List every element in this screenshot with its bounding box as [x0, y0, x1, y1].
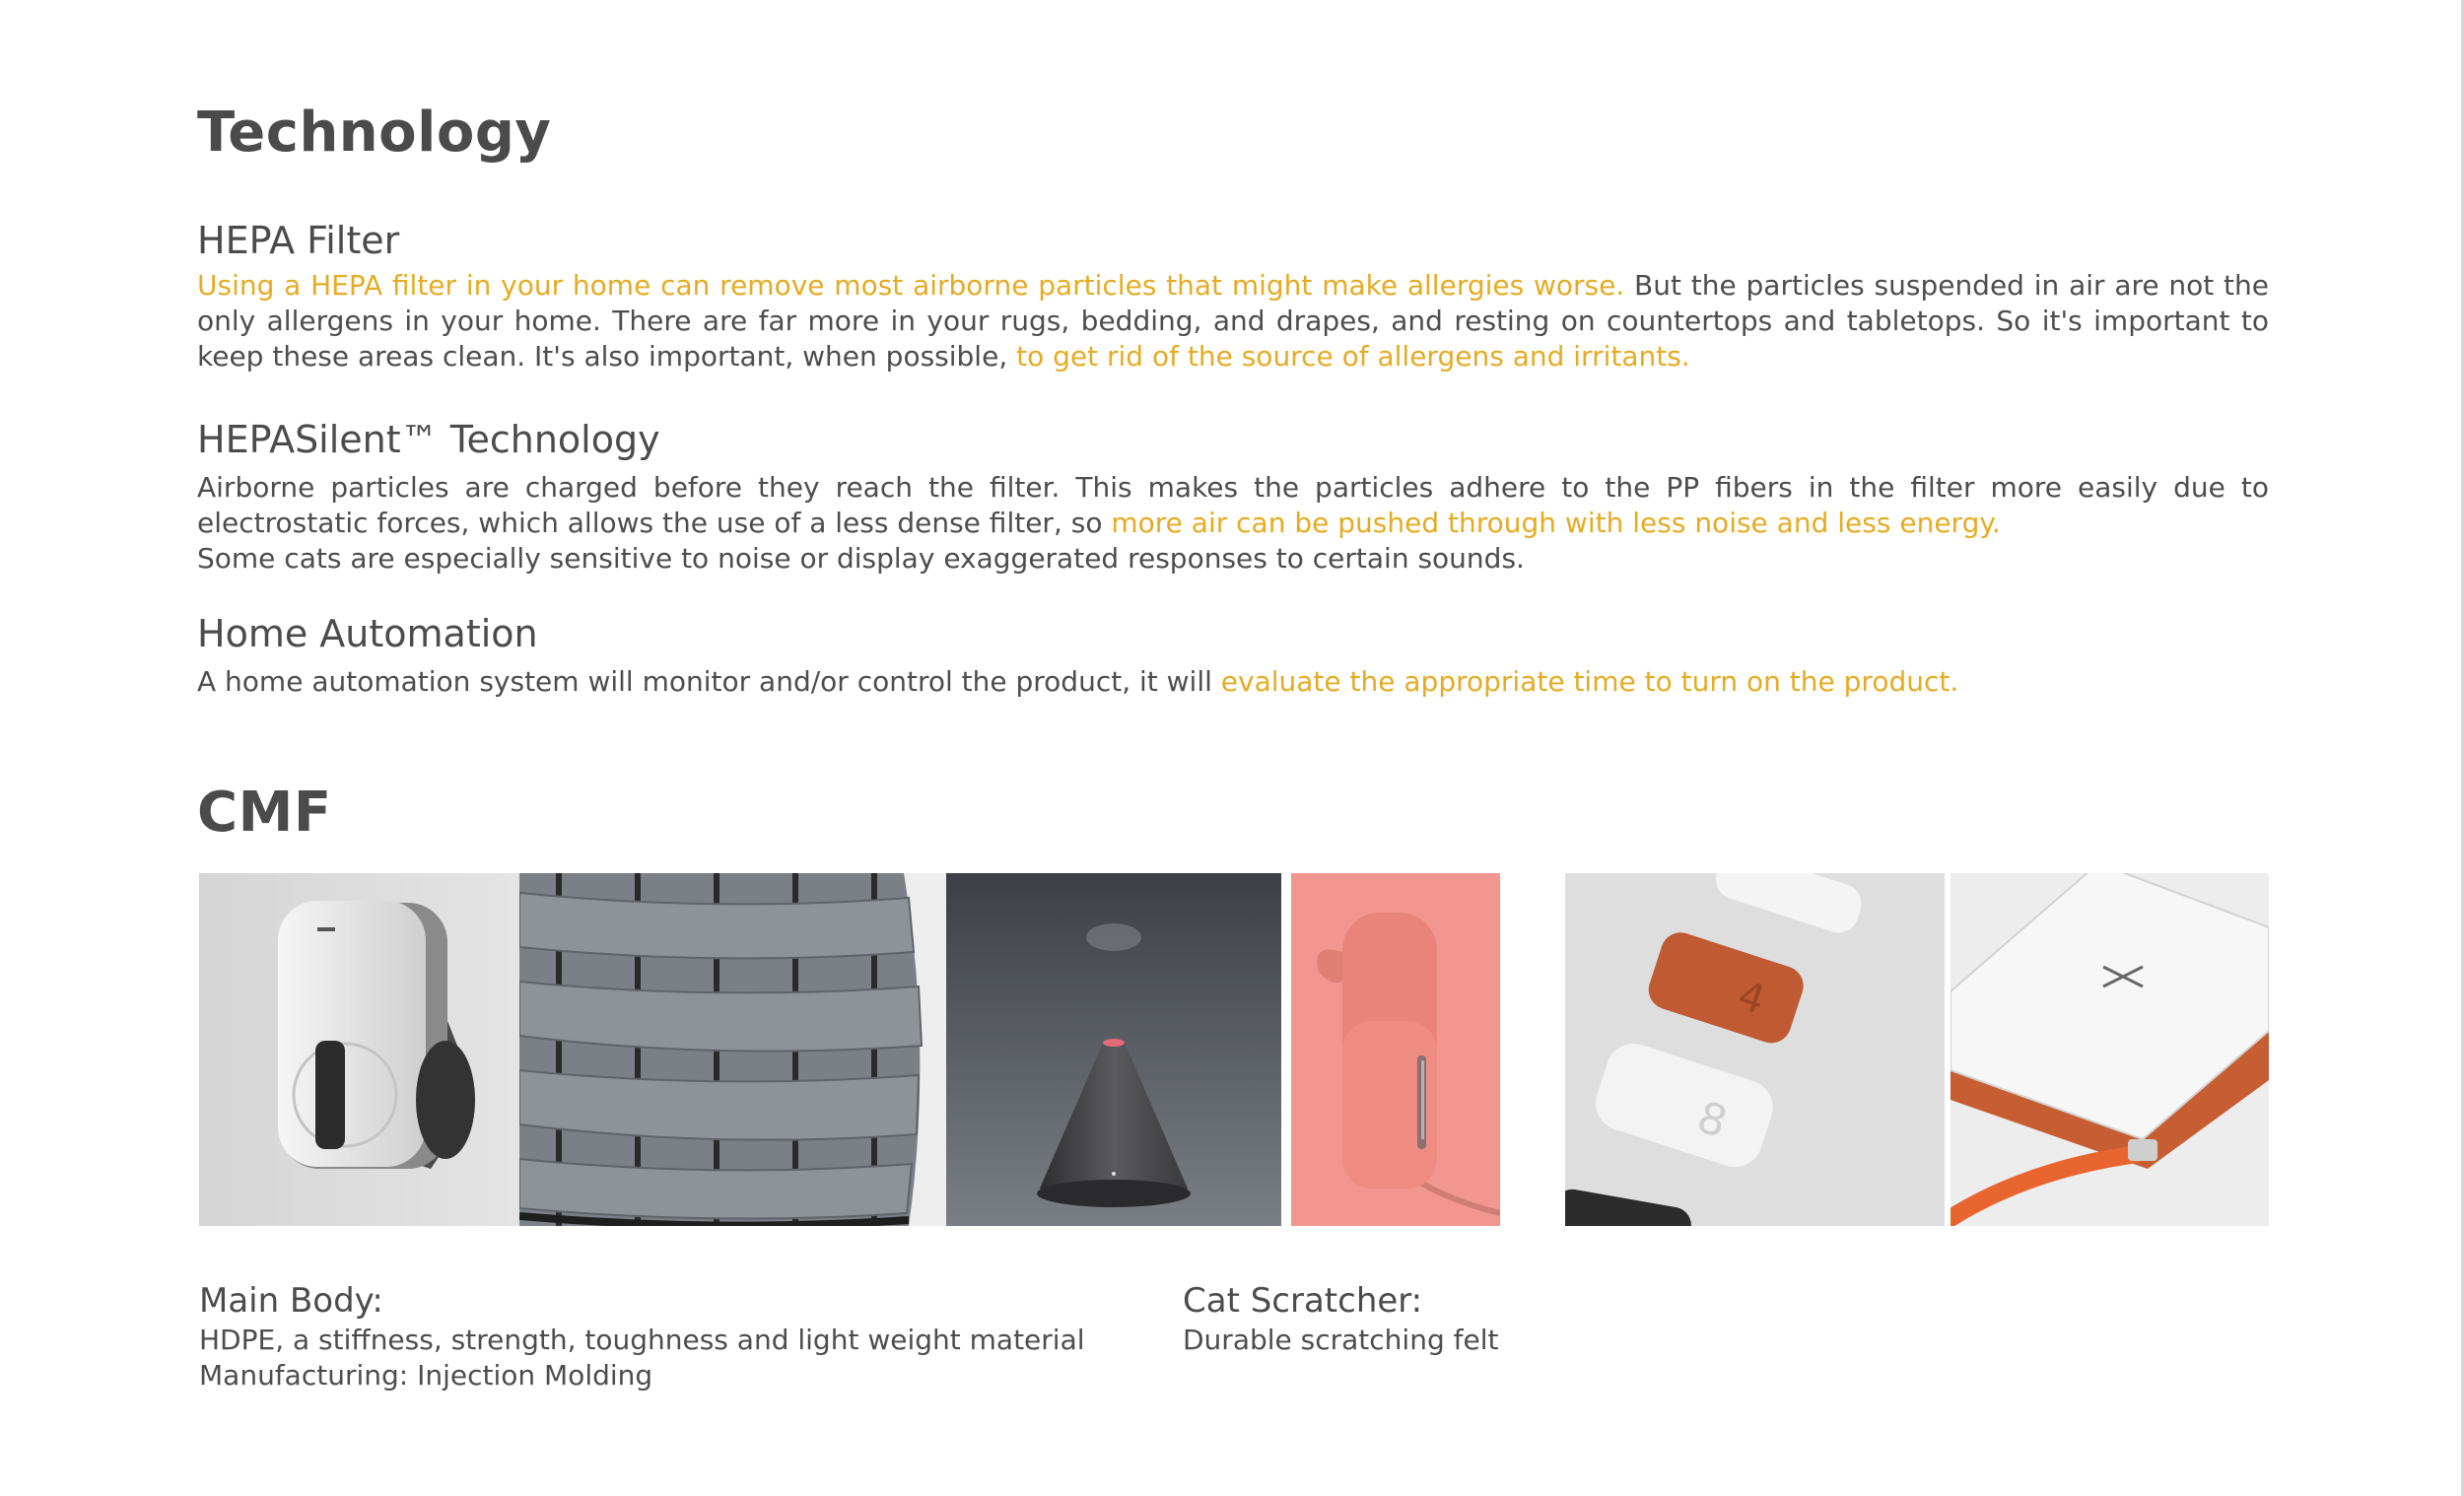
wireless-charger-photo [1951, 873, 2269, 1226]
svg-text:8: 8 [1690, 1091, 1734, 1149]
highlight-text: Using a HEPA filter in your home can remove most airborne particles that might make allergies worse. [197, 269, 1625, 302]
cat-scratcher-material: Durable scratching felt [1183, 1324, 1499, 1356]
main-body-manufacturing: Manufacturing: Injection Molding [199, 1359, 653, 1392]
cat-scratcher-label: Cat Scratcher: [1183, 1281, 1423, 1321]
hepa-filter-heading: HEPA Filter [197, 219, 400, 262]
body-text: But the particles suspended in air are not the only allergens in your home. There are far more in your rugs, bedding, and drapes, and resting on countertops and tabletops. So it's important to keep these areas clean. It's also important, when possible, [197, 269, 2269, 373]
hepasilent-paragraph [197, 470, 2269, 541]
main-body-material: HDPE, a stiffness, strength, toughness and light weight material [199, 1324, 1085, 1356]
main-body-label: Main Body: [199, 1281, 383, 1321]
home-automation-paragraph [197, 664, 2269, 700]
smart-lock-photo [199, 873, 519, 1226]
home-automation-heading: Home Automation [197, 612, 538, 655]
body-text: Airborne particles are charged before they reach the filter. This makes the particles adhere to the PP fibers in the filter more easily due to electrostatic forces, which allows the use of a less dense filter, so [197, 471, 2269, 539]
highlight-text: evaluate the appropriate time to turn on the product. [1220, 665, 1959, 698]
hepasilent-note: Some cats are especially sensitive to noise or display exaggerated responses to certain sounds. [197, 542, 1525, 575]
body-text: A home automation system will monitor and/or control the product, it will [197, 665, 1221, 698]
cmf-title: CMF [197, 781, 332, 845]
power-banks-photo [1565, 873, 1945, 1226]
highlight-text: more air can be pushed through with less noise and less energy. [1111, 507, 2001, 539]
grey-felt-weave-photo [519, 873, 946, 1226]
highlight-text: to get rid of the source of allergens and irritants. [1016, 340, 1690, 373]
svg-text:4: 4 [1732, 972, 1771, 1024]
coral-humidifier-photo [1291, 873, 1500, 1226]
technology-title: Technology [197, 101, 552, 165]
main-body-spec [199, 1279, 1085, 1394]
cmf-photo-strip [199, 873, 2269, 1226]
cat-scratcher-spec [1183, 1279, 1498, 1358]
hepasilent-heading: HEPASilent™ Technology [197, 418, 660, 461]
cone-diffuser-photo [946, 873, 1281, 1226]
hepa-filter-paragraph [197, 268, 2269, 374]
